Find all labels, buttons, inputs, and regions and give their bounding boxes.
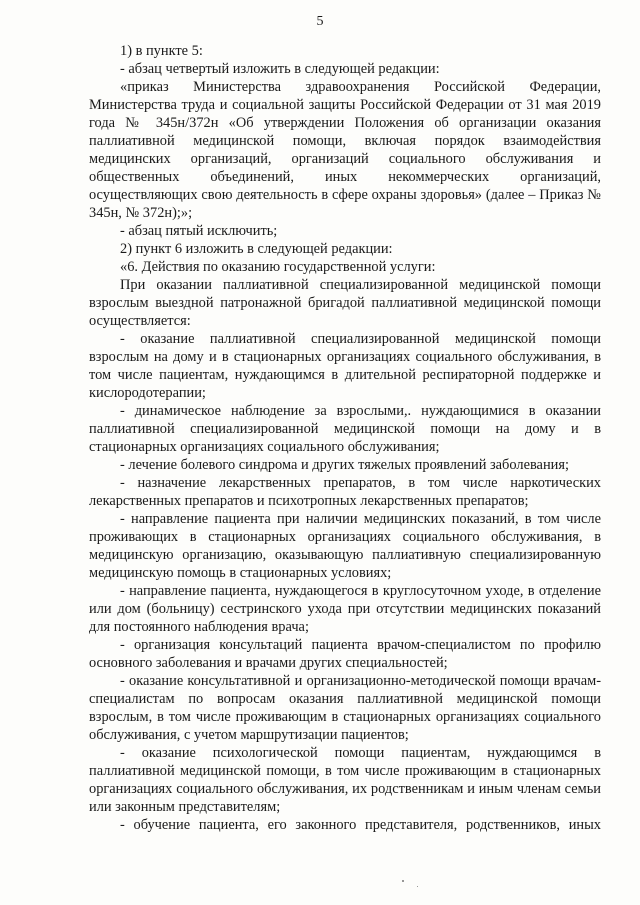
document-body	[89, 42, 601, 834]
list-item: - оказание консультативной и организационно-методической помощи врачам-специалистам по вопросам оказания паллиативной медицинской помощи взрослым, в том числе проживающим в стационарных организациях социального обслуживания, с учетом маршрутизации пациентов;	[89, 673, 601, 743]
paragraph-abzac-four: - абзац четвертый изложить в следующей редакции:	[120, 61, 440, 77]
list-item: - организация консультаций пациента врачом-специалистом по профилю основного заболевания и врачами других специальностей;	[89, 637, 601, 671]
paragraph-section-6-title: «6. Действия по оказанию государственной услуги:	[120, 259, 436, 275]
list-item-continued: - обучение пациента, его законного представителя, родственников, иных	[120, 817, 601, 833]
scan-speck	[417, 886, 418, 887]
paragraph-order-citation: «приказ Министерства здравоохранения Российской Федерации, Министерства труда и социальной защиты Российской Федерации от 31 мая 2019 года № 345н/372н «Об утверждении Положения об организации оказания паллиативной медицинской помощи, включая порядок взаимодействия медицинских организаций, организаций социального обслуживания и общественных объединений, иных некоммерческих организаций, осуществляющих свою деятельность в сфере охраны здоровья» (далее – Приказ № 345н, № 372н);»;	[89, 79, 601, 221]
paragraph-abzac-five: - абзац пятый исключить;	[120, 223, 278, 239]
list-item: - динамическое наблюдение за взрослыми,. нуждающимися в оказании паллиативной специализированной медицинской помощи на дому и в стационарных организациях социального обслуживания;	[89, 403, 601, 455]
paragraph-item-5-heading: 1) в пункте 5:	[120, 43, 203, 59]
list-item: - оказание психологической помощи пациентам, нуждающимся в паллиативной медицинской помощи, в том числе проживающим в стационарных организациях социального обслуживания, их родственникам и иным членам семьи или законным представителям;	[89, 745, 601, 815]
list-item: - направление пациента при наличии медицинских показаний, в том числе проживающих в стационарных организациях социального обслуживания, в медицинскую организацию, оказывающую паллиативную специализированную медицинскую помощь в стационарных условиях;	[89, 511, 601, 581]
page-number: 5	[316, 14, 324, 29]
list-item: - назначение лекарственных препаратов, в том числе наркотических лекарственных препаратов и психотропных лекарственных препаратов;	[89, 475, 601, 509]
scan-speck	[402, 880, 404, 882]
list-item: - лечение болевого синдрома и других тяжелых проявлений заболевания;	[120, 457, 569, 473]
list-item: - оказание паллиативной специализированной медицинской помощи взрослым на дому и в стационарных организациях социального обслуживания, в том числе пациентам, нуждающимся в длительной респираторной поддержке и кислородотерапии;	[89, 331, 601, 401]
list-item: - направление пациента, нуждающегося в круглосуточном уходе, в отделение или дом (больницу) сестринского ухода при отсутствии медицинских показаний для постоянного наблюдения врача;	[89, 583, 601, 635]
paragraph-intro: При оказании паллиативной специализированной медицинской помощи взрослым выездной патронажной бригадой паллиативной медицинской помощи осуществляется:	[89, 277, 601, 329]
paragraph-item-6-heading: 2) пункт 6 изложить в следующей редакции:	[120, 241, 393, 257]
